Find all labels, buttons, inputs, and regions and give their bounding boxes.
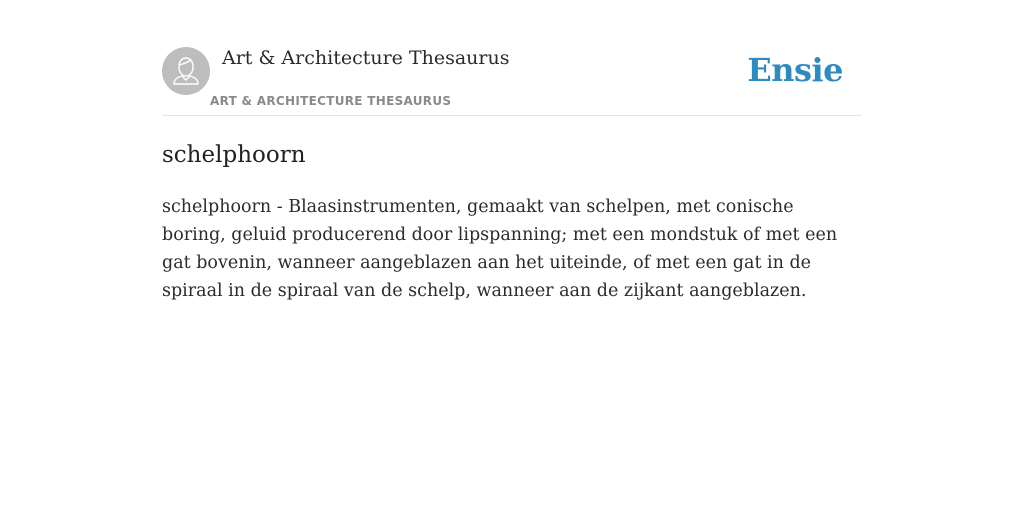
author-name[interactable]: Art & Architecture Thesaurus <box>222 47 510 69</box>
avatar[interactable] <box>162 47 210 95</box>
entry-header <box>162 0 862 116</box>
author-subtitle[interactable]: ART & ARCHITECTURE THESAURUS <box>210 94 452 108</box>
page-content <box>162 0 862 512</box>
entry-definition: schelphoorn - Blaasinstrumenten, gemaakt van schelpen, met conische boring, geluid producerend door lipspanning; met een mondstuk of met een gat bovenin, wanneer aangeblazen aan het uiteinde, of met een gat in de spiraal in de spiraal van de schelp, wanneer aan de zijkant aangeblazen. <box>162 197 838 301</box>
entry-title: schelphoorn <box>162 142 306 168</box>
user-silhouette-icon <box>162 47 210 95</box>
ensie-logo[interactable]: Ensie <box>747 51 843 89</box>
